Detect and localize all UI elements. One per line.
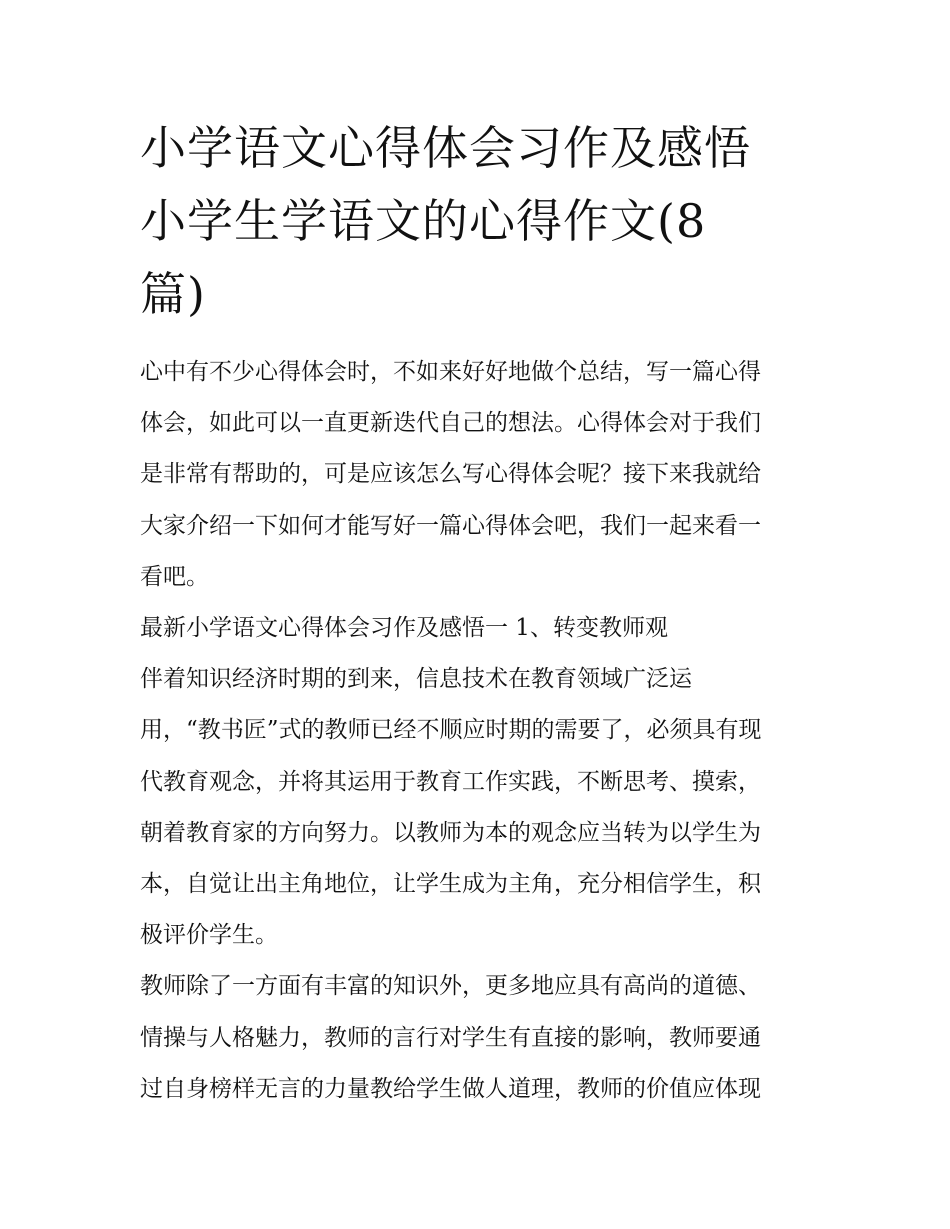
- paragraph-1-line-2: 用，“教书匠”式的教师已经不顺应时期的需要了，必须具有现: [140, 717, 762, 744]
- paragraph-2: [140, 961, 820, 1115]
- intro-line-3: 是非常有帮助的，可是应该怎么写心得体会呢？接下来我就给: [140, 461, 761, 488]
- paragraph-1-line-3: 代教育观念，并将其运用于教育工作实践，不断思考、摸索，: [140, 768, 761, 795]
- intro-line-4: 大家介绍一下如何才能写好一篇心得体会吧，我们一起来看一: [140, 512, 761, 539]
- title-line-2: 小学生学语文的心得作文(8: [140, 194, 707, 248]
- paragraph-1-line-4: 朝着教育家的方向努力。以教师为本的观念应当转为以学生为: [140, 819, 761, 846]
- paragraph-2-line-2: 情操与人格魅力，教师的言行对学生有直接的影响，教师要通: [140, 1024, 761, 1051]
- intro-line-5: 看吧。: [140, 563, 209, 590]
- paragraph-2-line-1: 教师除了一方面有丰富的知识外，更多地应具有高尚的道德、: [140, 973, 761, 1000]
- section-heading-text: 最新小学语文心得体会习作及感悟一 1、转变教师观: [140, 615, 668, 642]
- paragraph-1-line-1: 伴着知识经济时期的到来，信息技术在教育领域广泛运: [140, 666, 692, 693]
- intro-line-1: 心中有不少心得体会时，不如来好好地做个总结，写一篇心得: [140, 359, 761, 385]
- title-line-3: 篇): [140, 267, 206, 321]
- paragraph-1: [140, 654, 820, 961]
- intro-paragraph: [140, 347, 820, 603]
- document-title: [140, 112, 820, 331]
- paragraph-1-line-6: 极评价学生。: [140, 922, 278, 949]
- paragraph-2-line-3: 过自身榜样无言的力量教给学生做人道理，教师的价值应体现: [140, 1075, 761, 1102]
- intro-line-2: 体会，如此可以一直更新迭代自己的想法。心得体会对于我们: [140, 410, 761, 437]
- title-line-1: 小学语文心得体会习作及感悟: [140, 121, 751, 175]
- document-page: [140, 112, 820, 1115]
- document-body: [140, 347, 820, 1115]
- paragraph-1-line-5: 本，自觉让出主角地位，让学生成为主角，充分相信学生，积: [140, 871, 761, 898]
- section-heading: [140, 603, 820, 654]
